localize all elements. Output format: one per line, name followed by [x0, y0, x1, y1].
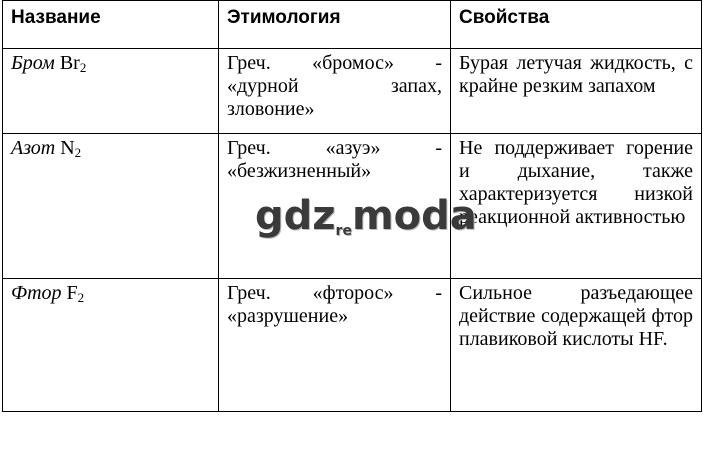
formula-subscript: 2 [77, 290, 85, 305]
table-row [3, 279, 702, 412]
element-formula [67, 282, 85, 304]
formula-base: N [60, 137, 75, 159]
header-properties: Свойства [451, 1, 702, 49]
cell-etymology: Греч. «фторос» - «разрушение» [219, 279, 451, 412]
watermark-right: moda [351, 193, 477, 239]
formula-base: Br [59, 52, 80, 74]
header-name: Название [3, 1, 219, 49]
watermark-left: gdz [255, 193, 336, 239]
cell-properties: Сильное разъедающее действие содержащей фтор плавиковой кислоты HF. [451, 279, 702, 412]
table-row [3, 49, 702, 134]
element-name: Бром [11, 52, 55, 74]
cell-etymology: Греч. «азуэ» - «безжизненный» [219, 134, 451, 279]
cell-properties: Не поддерживает горение и дыхание, также характеризуется низкой реакционной активностью [451, 134, 702, 279]
watermark-logo [255, 193, 477, 239]
formula-base: F [66, 282, 78, 304]
cell-name [3, 49, 219, 134]
element-formula [60, 52, 87, 74]
cell-name [3, 134, 219, 279]
formula-subscript: 2 [74, 145, 82, 160]
cell-etymology: Греч. «бромос» - «дурной запах, зловоние» [219, 49, 451, 134]
header-etymology: Этимология [219, 1, 451, 49]
element-name: Азот [11, 137, 56, 159]
cell-name [3, 279, 219, 412]
header-row [3, 1, 702, 49]
cell-properties: Бурая летучая жидкость, с крайне резким запахом [451, 49, 702, 134]
element-formula [60, 137, 81, 159]
watermark-middle: re [335, 223, 352, 239]
formula-subscript: 2 [79, 60, 87, 75]
element-name: Фтор [11, 282, 62, 304]
